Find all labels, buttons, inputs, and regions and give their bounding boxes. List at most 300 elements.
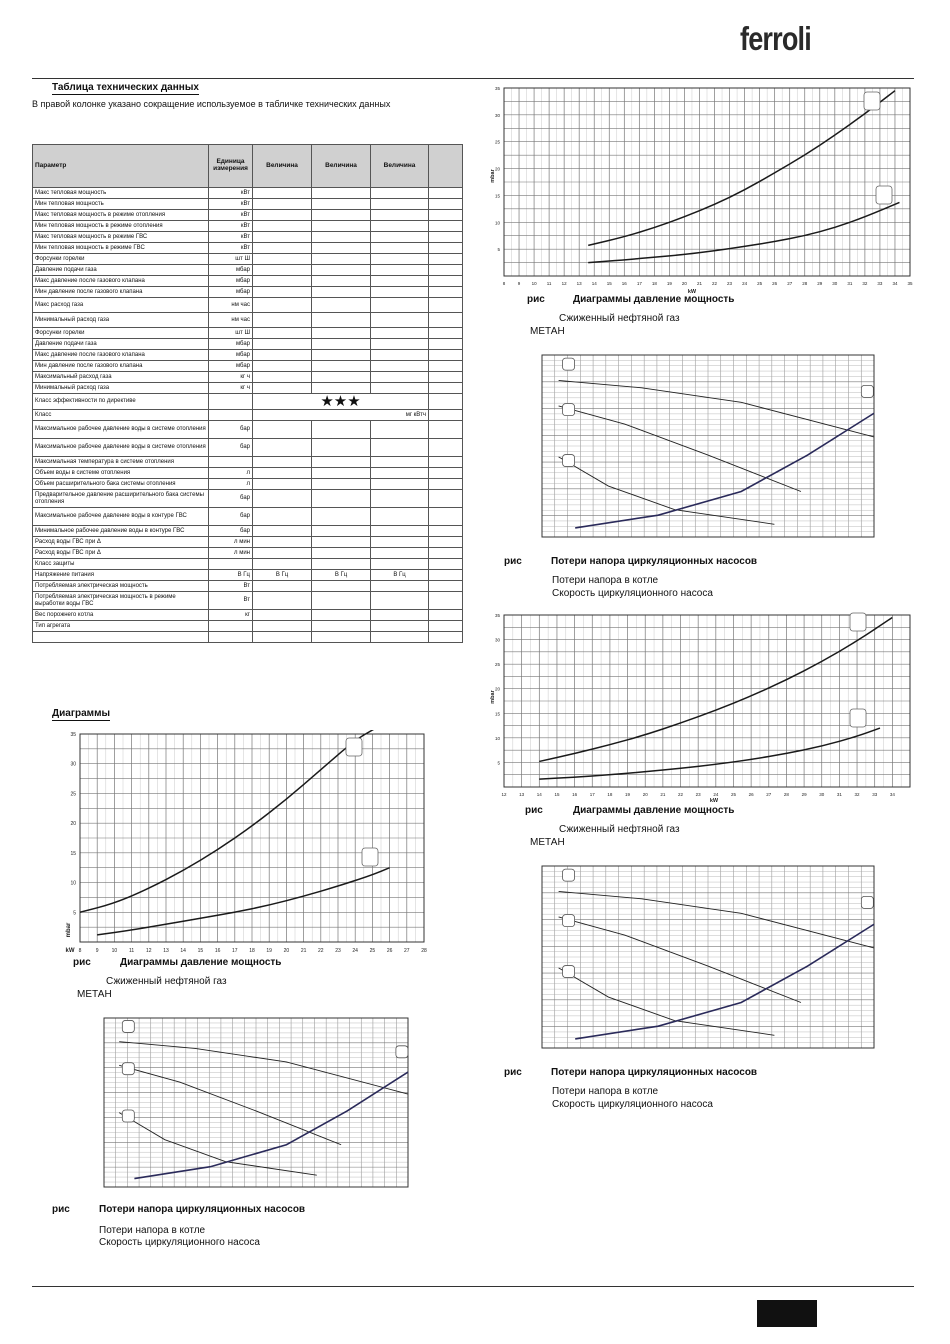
blank-cell: [429, 287, 463, 298]
unit-cell: мбар: [209, 287, 253, 298]
value-cell: [312, 468, 371, 479]
caption-pump-1: Потери напора циркуляционных насосов: [99, 1204, 306, 1215]
param-cell: Напряжение питания: [33, 570, 209, 581]
caption-boiler-loss-1: Потери напора в котле: [99, 1225, 206, 1236]
unit-cell: В Гц: [209, 570, 253, 581]
chart-pressure-power-1: [62, 730, 434, 958]
boiler-loss-curve: [575, 924, 874, 1039]
table-row: [33, 559, 463, 570]
y-tick-label: 35: [494, 86, 500, 91]
unit-cell: [209, 632, 253, 643]
unit-cell: л мин: [209, 537, 253, 548]
value-cell: [371, 581, 429, 592]
x-tick-label: 26: [386, 948, 393, 954]
unit-cell: кВт: [209, 232, 253, 243]
param-cell: Минимальный расход газа: [33, 383, 209, 394]
unit-cell: мбар: [209, 276, 253, 287]
caption-label-ris-3: рис: [527, 294, 545, 305]
x-tick-label: 14: [591, 281, 597, 286]
unit-cell: [209, 621, 253, 632]
value-cell: [253, 254, 312, 265]
value-cell: [253, 457, 312, 468]
x-tick-label: 29: [801, 792, 807, 797]
x-tick-label: 25: [369, 948, 376, 954]
value-cell: [371, 632, 429, 643]
param-cell: Мин тепловая мощность: [33, 199, 209, 210]
table-row: [33, 581, 463, 592]
value-cell: [371, 479, 429, 490]
table-row: [33, 421, 463, 439]
blank-cell: [429, 621, 463, 632]
value-cell: [253, 372, 312, 383]
value-cell: [371, 313, 429, 328]
unit-cell: шт Ш: [209, 254, 253, 265]
blank-cell: [429, 508, 463, 526]
x-tick-label: 20: [681, 281, 687, 286]
value-cell: [371, 361, 429, 372]
unit-cell: нм час: [209, 298, 253, 313]
unit-cell: [209, 410, 253, 421]
x-tick-label: 18: [651, 281, 657, 286]
curve-marker-box: [563, 404, 575, 416]
efficiency-stars: ★★★: [253, 394, 429, 410]
x-tick-label: 24: [742, 281, 748, 286]
boiler-loss-curve: [134, 1072, 408, 1178]
value-cell: [253, 210, 312, 221]
y-tick-label: 10: [70, 880, 76, 887]
series-line-1: [80, 730, 376, 912]
y-tick-label: 30: [494, 112, 500, 118]
table-row: [33, 372, 463, 383]
footer-rule: [32, 1286, 914, 1287]
param-cell: Объем расширительного бака системы отопления: [33, 479, 209, 490]
caption-methane-3: МЕТАН: [530, 837, 565, 848]
unit-cell: кВт: [209, 188, 253, 199]
value-cell: [371, 210, 429, 221]
value-cell: [312, 439, 371, 457]
x-tick-label: 21: [300, 948, 307, 954]
y-tick-label: 20: [494, 166, 500, 172]
curve-marker-box: [850, 613, 866, 631]
series-line-2: [588, 202, 899, 262]
curve-marker-box: [122, 1063, 134, 1075]
unit-cell: бар: [209, 490, 253, 508]
param-cell: Давление подачи газа: [33, 265, 209, 276]
blank-cell: [429, 328, 463, 339]
caption-pump-2: Потери напора циркуляционных насосов: [551, 556, 758, 567]
table-row: [33, 232, 463, 243]
table-row: [33, 383, 463, 394]
x-tick-label: 33: [872, 792, 878, 797]
x-tick-label: 15: [606, 281, 612, 286]
value-cell: [371, 592, 429, 610]
chart-pump-head-2: [538, 353, 876, 541]
unit-cell: л: [209, 468, 253, 479]
value-cell: [253, 361, 312, 372]
value-cell: [371, 243, 429, 254]
unit-cell: л: [209, 479, 253, 490]
x-tick-label: 28: [421, 948, 427, 954]
blank-cell: [429, 232, 463, 243]
caption-boiler-loss-3: Потери напора в котле: [552, 1086, 659, 1097]
value-cell: [371, 621, 429, 632]
value-cell: [312, 188, 371, 199]
param-cell: Вес порожнего котла: [33, 610, 209, 621]
x-tick-label: 22: [318, 948, 324, 954]
x-tick-label: 18: [607, 792, 613, 797]
param-cell: [33, 632, 209, 643]
blank-cell: [429, 581, 463, 592]
caption-methane-2: МЕТАН: [530, 326, 565, 337]
value-cell: [312, 632, 371, 643]
blank-cell: [429, 421, 463, 439]
value-cell: [371, 526, 429, 537]
unit-cell: [209, 559, 253, 570]
x-tick-label: 9: [95, 948, 99, 954]
table-row: [33, 537, 463, 548]
value-cell: [253, 537, 312, 548]
value-cell: [253, 265, 312, 276]
param-cell: Максимальный расход газа: [33, 372, 209, 383]
chart-pressure-power-2: [486, 86, 916, 296]
blank-cell: [429, 526, 463, 537]
value-cell: [312, 537, 371, 548]
value-cell: [253, 621, 312, 632]
x-tick-label: 30: [832, 281, 838, 286]
blank-cell: [429, 372, 463, 383]
value-cell: [371, 383, 429, 394]
caption-boiler-loss-2: Потери напора в котле: [552, 575, 659, 586]
param-cell: Макс расход газа: [33, 298, 209, 313]
value-cell: [312, 479, 371, 490]
table-row: [33, 592, 463, 610]
x-tick-label: 19: [266, 948, 272, 954]
value-cell: [253, 632, 312, 643]
unit-cell: л мин: [209, 548, 253, 559]
param-cell: Форсунки горелки: [33, 328, 209, 339]
unit-cell: кг ч: [209, 372, 253, 383]
y-tick-label: 25: [494, 139, 500, 145]
value-cell: [371, 610, 429, 621]
x-tick-label: 25: [730, 792, 736, 797]
curve-marker-box: [396, 1046, 408, 1058]
value-cell: [312, 276, 371, 287]
unit-cell: кВт: [209, 221, 253, 232]
value-cell: [312, 372, 371, 383]
curve-marker-box: [362, 848, 378, 866]
table-row: [33, 243, 463, 254]
section-title-diagrams: Диаграммы: [52, 708, 111, 719]
value-cell: [312, 221, 371, 232]
blank-cell: [429, 570, 463, 581]
y-tick-label: 20: [70, 821, 76, 828]
param-cell: Форсунки горелки: [33, 254, 209, 265]
blank-cell: [429, 298, 463, 313]
y-tick-label: 35: [494, 613, 500, 618]
x-tick-label: 8: [78, 948, 82, 954]
unit-cell: кВт: [209, 199, 253, 210]
caption-pressure-power-2: Диаграммы давление мощность: [573, 294, 735, 305]
section-title-technical-data: Таблица технических данных: [52, 82, 199, 93]
param-cell: Класс защиты: [33, 559, 209, 570]
blank-cell: [429, 610, 463, 621]
y-tick-label: 15: [70, 850, 76, 857]
header-param: Параметр: [33, 145, 209, 188]
blank-cell: [429, 490, 463, 508]
blank-cell: [429, 592, 463, 610]
value-cell: [312, 232, 371, 243]
curve-marker-box: [850, 709, 866, 727]
curve-marker-box: [876, 186, 892, 204]
table-row: [33, 188, 463, 199]
y-tick-label: 20: [494, 686, 500, 692]
intro-text: В правой колонке указано сокращение используемое в табличке технических данных: [32, 99, 391, 109]
x-tick-label: 26: [772, 281, 778, 286]
value-cell: [312, 350, 371, 361]
param-cell: Макс тепловая мощность: [33, 188, 209, 199]
x-tick-label: 12: [561, 281, 567, 286]
x-tick-label: 11: [546, 281, 552, 286]
blank-cell: [429, 439, 463, 457]
param-cell: Мин тепловая мощность в режиме отопления: [33, 221, 209, 232]
value-cell: [312, 490, 371, 508]
table-row: [33, 457, 463, 468]
unit-cell: кг: [209, 610, 253, 621]
value-cell: [371, 548, 429, 559]
unit-cell: Вт: [209, 592, 253, 610]
blank-cell: [429, 339, 463, 350]
x-tick-label: 23: [335, 948, 341, 954]
x-tick-label: 14: [180, 948, 186, 954]
x-tick-label: 24: [352, 948, 358, 954]
value-cell: В Гц: [253, 570, 312, 581]
value-cell: [253, 526, 312, 537]
x-tick-label: 31: [836, 792, 842, 797]
y-tick-label: 30: [70, 761, 76, 768]
x-tick-label: 15: [554, 792, 560, 797]
value-cell: [371, 328, 429, 339]
chart-pressure-power-3: [486, 611, 916, 806]
param-cell: Тип агрегата: [33, 621, 209, 632]
blank-cell: [429, 265, 463, 276]
y-tick-label: 5: [497, 247, 500, 253]
blank-cell: [429, 410, 463, 421]
unit-cell: кВт: [209, 243, 253, 254]
header-value-2: Величина: [312, 145, 371, 188]
x-tick-label: 29: [817, 281, 823, 286]
value-cell: [253, 232, 312, 243]
value-cell: [253, 188, 312, 199]
unit-cell: кг ч: [209, 383, 253, 394]
param-cell: Максимальная температура в системе отопления: [33, 457, 209, 468]
value-cell: [312, 361, 371, 372]
table-row: [33, 339, 463, 350]
value-cell: [371, 421, 429, 439]
value-cell: [312, 243, 371, 254]
unit-cell: кВт: [209, 210, 253, 221]
x-tick-label: 23: [727, 281, 733, 286]
caption-pump-speed-2: Скорость циркуляционного насоса: [552, 588, 713, 599]
param-cell: Давление подачи газа: [33, 339, 209, 350]
value-cell: [253, 610, 312, 621]
x-axis-label: kW: [687, 289, 697, 295]
value-cell: [371, 287, 429, 298]
blank-cell: [429, 394, 463, 410]
blank-cell: [429, 559, 463, 570]
x-tick-label: 14: [536, 792, 542, 797]
blank-cell: [429, 632, 463, 643]
param-cell: Потребляемая электрическая мощность: [33, 581, 209, 592]
caption-pressure-power-1: Диаграммы давление мощность: [120, 957, 282, 968]
x-tick-label: 31: [847, 281, 853, 286]
x-tick-label: 20: [642, 792, 648, 797]
x-tick-label: 27: [766, 792, 772, 797]
x-tick-label: 16: [572, 792, 578, 797]
curve-marker-box: [563, 455, 575, 467]
value-cell: [312, 199, 371, 210]
value-cell: [312, 328, 371, 339]
value-cell: [371, 276, 429, 287]
value-cell: [371, 298, 429, 313]
value-cell: [253, 508, 312, 526]
value-cell: [371, 372, 429, 383]
value-cell: [253, 339, 312, 350]
x-tick-label: 34: [892, 281, 898, 286]
chart-pump-head-3: [538, 864, 876, 1052]
value-cell: [371, 468, 429, 479]
caption-label-ris-1: рис: [73, 957, 91, 968]
x-tick-label: 17: [232, 948, 238, 954]
x-tick-label: 9: [517, 281, 521, 286]
ferroli-logo: ferroli: [740, 20, 811, 57]
x-tick-label: 30: [819, 792, 825, 797]
param-cell: Максимальное рабочее давление воды в контуре ГВС: [33, 508, 209, 526]
value-cell: В Гц: [371, 570, 429, 581]
table-row: [33, 468, 463, 479]
unit-cell: [209, 394, 253, 410]
x-tick-label: 10: [111, 948, 118, 954]
blank-cell: [429, 210, 463, 221]
x-tick-label: 10: [531, 281, 537, 286]
x-tick-label: 28: [802, 281, 808, 286]
x-tick-label: 21: [660, 792, 666, 797]
param-cell: Минимальный расход газа: [33, 313, 209, 328]
y-tick-label: 10: [494, 735, 500, 741]
param-cell: Макс тепловая мощность в режиме отопления: [33, 210, 209, 221]
param-cell: Расход воды ГВС при Δ: [33, 537, 209, 548]
x-tick-label: 13: [163, 948, 169, 954]
unit-cell: шт Ш: [209, 328, 253, 339]
value-cell: [312, 254, 371, 265]
x-tick-label: 26: [748, 792, 754, 797]
param-cell: Предварительное давление расширительного бака системы отопления: [33, 490, 209, 508]
unit-cell: мбар: [209, 350, 253, 361]
table-row: [33, 350, 463, 361]
header-unit: Единица измерения: [209, 145, 253, 188]
value-cell: [371, 221, 429, 232]
table-row: [33, 394, 463, 410]
table-row: [33, 621, 463, 632]
curve-marker-box: [563, 915, 575, 927]
x-tick-label: 19: [666, 281, 672, 286]
blank-cell: [429, 468, 463, 479]
blank-cell: [429, 221, 463, 232]
param-cell: Расход воды ГВС при Δ: [33, 548, 209, 559]
y-tick-label: 15: [494, 711, 500, 717]
value-cell: [253, 421, 312, 439]
value-cell: [253, 199, 312, 210]
caption-pump-speed-1: Скорость циркуляционного насоса: [99, 1237, 260, 1248]
class-value: мг кВтч: [253, 410, 429, 421]
table-row: [33, 265, 463, 276]
value-cell: [312, 265, 371, 276]
table-row: [33, 570, 463, 581]
y-axis-label: mbar: [66, 922, 72, 938]
value-cell: [253, 468, 312, 479]
table-row: [33, 548, 463, 559]
blank-cell: [429, 243, 463, 254]
y-axis-label: mbar: [490, 690, 496, 704]
x-tick-label: 22: [712, 281, 718, 286]
x-tick-label: 32: [862, 281, 868, 286]
param-cell: Макс давление после газового клапана: [33, 350, 209, 361]
param-cell: Макс тепловая мощность в режиме ГВС: [33, 232, 209, 243]
x-tick-label: 35: [907, 281, 913, 286]
x-tick-label: 17: [589, 792, 595, 797]
value-cell: [371, 188, 429, 199]
param-cell: Мин давление после газового клапана: [33, 287, 209, 298]
x-tick-label: 33: [877, 281, 883, 286]
value-cell: [371, 439, 429, 457]
value-cell: [312, 421, 371, 439]
header-value-3: Величина: [371, 145, 429, 188]
value-cell: [371, 537, 429, 548]
table-row: [33, 508, 463, 526]
y-tick-label: 5: [73, 910, 76, 917]
x-tick-label: 23: [695, 792, 701, 797]
value-cell: [312, 287, 371, 298]
unit-cell: бар: [209, 508, 253, 526]
caption-lpg-2: Сжиженный нефтяной газ: [559, 313, 680, 324]
param-cell: Мин давление после газового клапана: [33, 361, 209, 372]
value-cell: [253, 221, 312, 232]
x-tick-label: 32: [854, 792, 860, 797]
value-cell: [253, 383, 312, 394]
value-cell: [371, 199, 429, 210]
param-cell: Класс эффективности по директиве: [33, 394, 209, 410]
caption-label-ris-2: рис: [52, 1204, 70, 1215]
param-cell: Объем воды в системе отопления: [33, 468, 209, 479]
blank-cell: [429, 199, 463, 210]
unit-cell: мбар: [209, 361, 253, 372]
x-tick-label: 28: [783, 792, 789, 797]
table-row: [33, 610, 463, 621]
x-tick-label: 24: [713, 792, 719, 797]
table-row: [33, 199, 463, 210]
unit-cell: мбар: [209, 339, 253, 350]
blank-cell: [429, 188, 463, 199]
caption-label-ris-5: рис: [525, 805, 543, 816]
table-row: [33, 221, 463, 232]
value-cell: [312, 526, 371, 537]
x-axis-label: kW: [709, 798, 719, 804]
table-row: [33, 526, 463, 537]
value-cell: [371, 508, 429, 526]
y-tick-label: 25: [70, 791, 76, 798]
value-cell: [312, 457, 371, 468]
value-cell: [253, 581, 312, 592]
technical-data-table: [32, 144, 463, 643]
